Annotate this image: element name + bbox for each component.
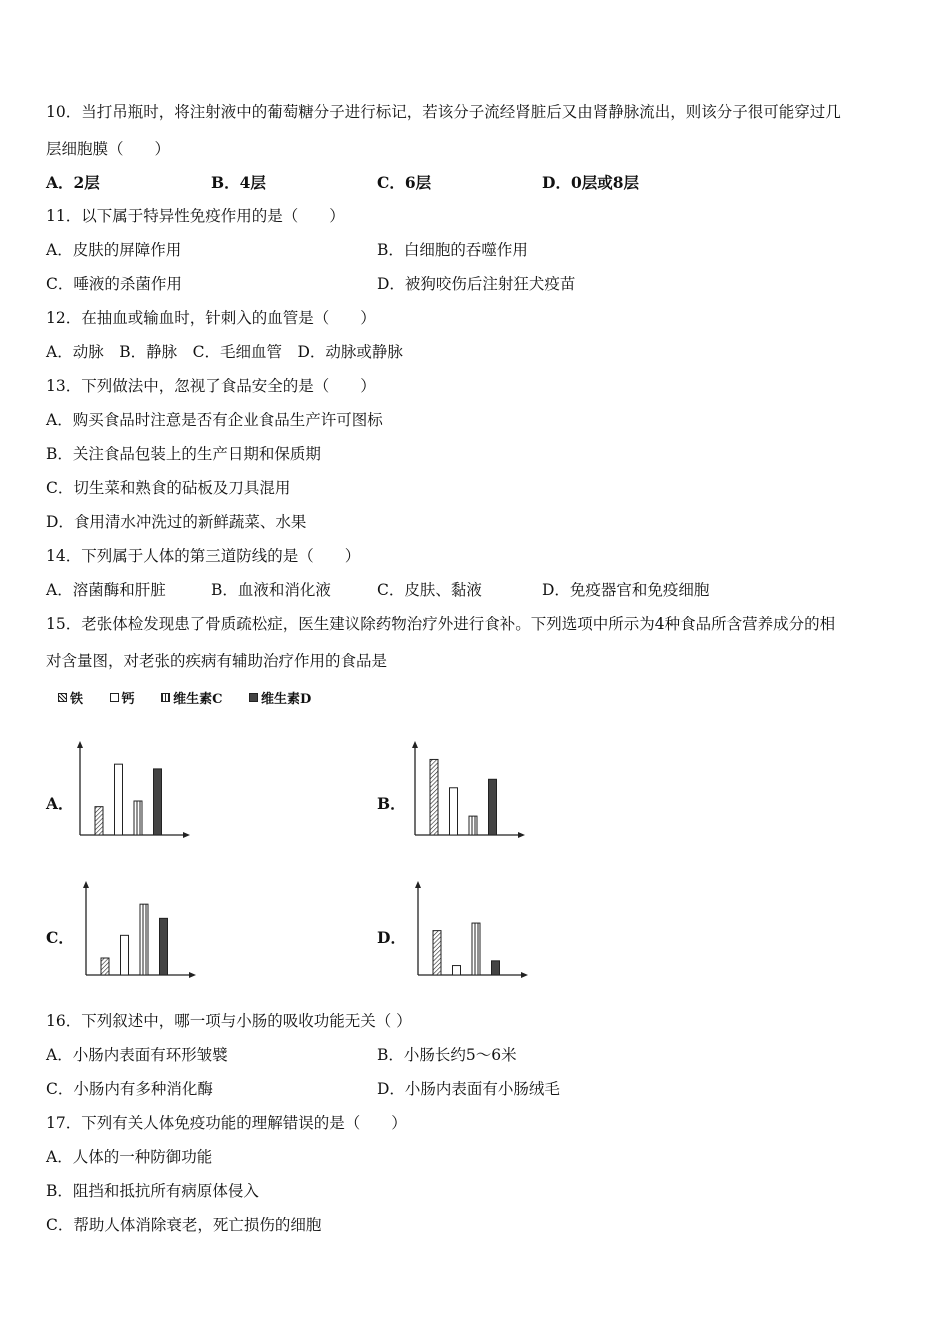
legend-iron-label: 铁 xyxy=(70,692,84,707)
q11-option-b[interactable]: B．白细胞的吞噬作用 xyxy=(377,241,528,259)
legend-vitamin-d xyxy=(249,688,311,707)
q11-option-a[interactable]: A．皮肤的屏障作用 xyxy=(46,241,182,259)
q17-option-a[interactable]: A．人体的一种防御功能 xyxy=(46,1148,213,1166)
legend-vitamin-c xyxy=(161,688,222,707)
q10-option-c[interactable]: C．6层 xyxy=(377,173,432,192)
legend-vitamin-d-label: 维生素D xyxy=(260,692,312,707)
chart-c-bar-vitamin-d xyxy=(160,918,168,975)
legend-iron-swatch xyxy=(58,693,67,702)
legend-iron xyxy=(58,688,83,707)
chart-a-x-arrow xyxy=(183,832,190,838)
chart-a-bar-vitamin-d xyxy=(154,769,162,835)
q11-option-c[interactable]: C．唾液的杀菌作用 xyxy=(46,275,182,293)
chart-d-bar-calcium xyxy=(453,966,461,975)
q16-stem: 16．下列叙述中，哪一项与小肠的吸收功能无关（ ） xyxy=(46,1012,412,1030)
q15-option-a-label[interactable]: A． xyxy=(46,794,74,813)
q17-option-c[interactable]: C．帮助人体消除衰老，死亡损伤的细胞 xyxy=(46,1216,322,1234)
q13-stem: 13．下列做法中，忽视了食品安全的是（ ） xyxy=(46,377,376,395)
legend-vitamin-c-label: 维生素C xyxy=(173,692,223,707)
chart-a-bar-calcium xyxy=(115,764,123,835)
q15-option-c-label[interactable]: C． xyxy=(46,928,74,947)
chart-legend xyxy=(58,688,333,707)
q15-option-b-label[interactable]: B． xyxy=(377,794,406,813)
legend-calcium-swatch xyxy=(110,693,119,702)
chart-c-bar-calcium xyxy=(121,935,129,975)
chart-c-x-arrow xyxy=(189,972,196,978)
chart-a-bar-iron xyxy=(95,807,103,835)
chart-d-y-arrow xyxy=(415,881,421,888)
chart-d-x-arrow xyxy=(521,972,528,978)
q16-option-c[interactable]: C．小肠内有多种消化酶 xyxy=(46,1080,213,1098)
q13-option-d[interactable]: D．食用清水冲洗过的新鲜蔬菜、水果 xyxy=(46,513,307,531)
q14-stem: 14．下列属于人体的第三道防线的是（ ） xyxy=(46,547,361,565)
q12-options[interactable]: A．动脉 B．静脉 C．毛细血管 D．动脉或静脉 xyxy=(46,343,403,361)
chart-c-y-arrow xyxy=(83,881,89,888)
chart-c-bar-vitamin-c xyxy=(140,904,148,975)
chart-d-bar-iron xyxy=(433,931,441,975)
legend-calcium xyxy=(110,688,135,707)
q14-option-c[interactable]: C．皮肤、黏液 xyxy=(377,581,482,599)
q12-stem: 12．在抽血或输血时，针刺入的血管是（ ） xyxy=(46,309,376,327)
legend-vitamin-d-swatch xyxy=(249,693,258,702)
chart-a-y-arrow xyxy=(77,741,83,748)
chart-b[interactable] xyxy=(405,740,530,845)
chart-a[interactable] xyxy=(70,740,195,845)
q10-option-a[interactable]: A．2层 xyxy=(46,173,100,192)
q16-option-a[interactable]: A．小肠内表面有环形皱襞 xyxy=(46,1046,228,1064)
chart-d[interactable] xyxy=(408,880,533,985)
chart-b-bar-iron xyxy=(430,759,438,835)
q13-option-c[interactable]: C．切生菜和熟食的砧板及刀具混用 xyxy=(46,479,291,497)
q17-option-b[interactable]: B．阻挡和抵抗所有病原体侵入 xyxy=(46,1182,259,1200)
chart-d-bar-vitamin-c xyxy=(472,923,480,975)
q13-option-a[interactable]: A．购买食品时注意是否有企业食品生产许可图标 xyxy=(46,411,383,429)
chart-d-bar-vitamin-d xyxy=(492,961,500,975)
q11-stem: 11．以下属于特异性免疫作用的是（ ） xyxy=(46,207,345,225)
q10-option-b[interactable]: B．4层 xyxy=(211,173,266,192)
chart-c[interactable] xyxy=(76,880,201,985)
q15-stem-line1: 15．老张体检发现患了骨质疏松症，医生建议除药物治疗外进行食补。下列选项中所示为4种食品所含营养成分的相 xyxy=(46,615,836,633)
legend-vitamin-c-swatch xyxy=(161,693,170,702)
chart-b-bar-calcium xyxy=(450,788,458,835)
chart-b-x-arrow xyxy=(518,832,525,838)
chart-b-bar-vitamin-c xyxy=(469,816,477,835)
chart-b-y-arrow xyxy=(412,741,418,748)
legend-calcium-label: 钙 xyxy=(121,692,135,707)
chart-c-bar-iron xyxy=(101,958,109,975)
q16-option-b[interactable]: B．小肠长约5～6米 xyxy=(377,1046,517,1064)
q10-stem-line2: 层细胞膜（ ） xyxy=(46,140,171,158)
q11-option-d[interactable]: D．被狗咬伤后注射狂犬疫苗 xyxy=(377,275,576,293)
q14-option-a[interactable]: A．溶菌酶和肝脏 xyxy=(46,581,166,599)
q15-stem-line2: 对含量图，对老张的疾病有辅助治疗作用的食品是 xyxy=(46,652,388,670)
q16-option-d[interactable]: D．小肠内表面有小肠绒毛 xyxy=(377,1080,560,1098)
chart-b-bar-vitamin-d xyxy=(489,779,497,835)
q17-stem: 17．下列有关人体免疫功能的理解错误的是（ ） xyxy=(46,1114,407,1132)
q10-option-d[interactable]: D．0层或8层 xyxy=(542,173,640,192)
q15-option-d-label[interactable]: D． xyxy=(377,928,406,947)
q14-option-b[interactable]: B．血液和消化液 xyxy=(211,581,331,599)
q14-option-d[interactable]: D．免疫器官和免疫细胞 xyxy=(542,581,710,599)
q13-option-b[interactable]: B．关注食品包装上的生产日期和保质期 xyxy=(46,445,321,463)
chart-a-bar-vitamin-c xyxy=(134,801,142,835)
q10-stem-line1: 10．当打吊瓶时，将注射液中的葡萄糖分子进行标记，若该分子流经肾脏后又由肾静脉流出，则该分子很可能穿过几 xyxy=(46,103,841,121)
